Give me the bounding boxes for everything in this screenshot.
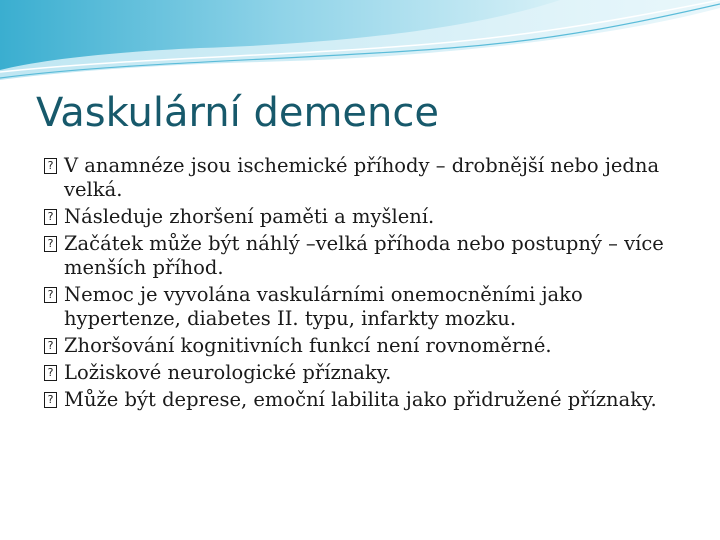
header-wave-decoration bbox=[0, 0, 720, 90]
bullet-text: V anamnéze jsou ischemické příhody – drobnější nebo jedna velká. bbox=[64, 154, 660, 201]
bullet-item bbox=[44, 361, 664, 385]
bullet-item bbox=[44, 154, 664, 202]
bullet-item bbox=[44, 283, 664, 331]
bullet-item bbox=[44, 205, 664, 229]
bullet-text: Nemoc je vyvolána vaskulárními onemocněními jako hypertenze, diabetes II. typu, infarkty mozku. bbox=[64, 283, 583, 330]
bullet-marker-icon: ? bbox=[44, 287, 57, 303]
bullet-marker-icon: ? bbox=[44, 158, 57, 174]
bullet-item bbox=[44, 334, 664, 358]
bullet-marker-icon: ? bbox=[44, 392, 57, 408]
bullet-list bbox=[44, 154, 664, 415]
bullet-text: Zhoršování kognitivních funkcí není rovnoměrné. bbox=[64, 334, 552, 357]
bullet-item bbox=[44, 232, 664, 280]
slide-title: Vaskulární demence bbox=[36, 90, 439, 136]
bullet-text: Může být deprese, emoční labilita jako přidružené příznaky. bbox=[64, 388, 657, 411]
bullet-marker-icon: ? bbox=[44, 365, 57, 381]
bullet-text: Následuje zhoršení paměti a myšlení. bbox=[64, 205, 435, 228]
bullet-marker-icon: ? bbox=[44, 209, 57, 225]
bullet-text: Ložiskové neurologické příznaky. bbox=[64, 361, 392, 384]
bullet-text: Začátek může být náhlý –velká příhoda nebo postupný – více menších příhod. bbox=[64, 232, 664, 279]
bullet-item bbox=[44, 388, 664, 412]
bullet-marker-icon: ? bbox=[44, 338, 57, 354]
bullet-marker-icon: ? bbox=[44, 236, 57, 252]
